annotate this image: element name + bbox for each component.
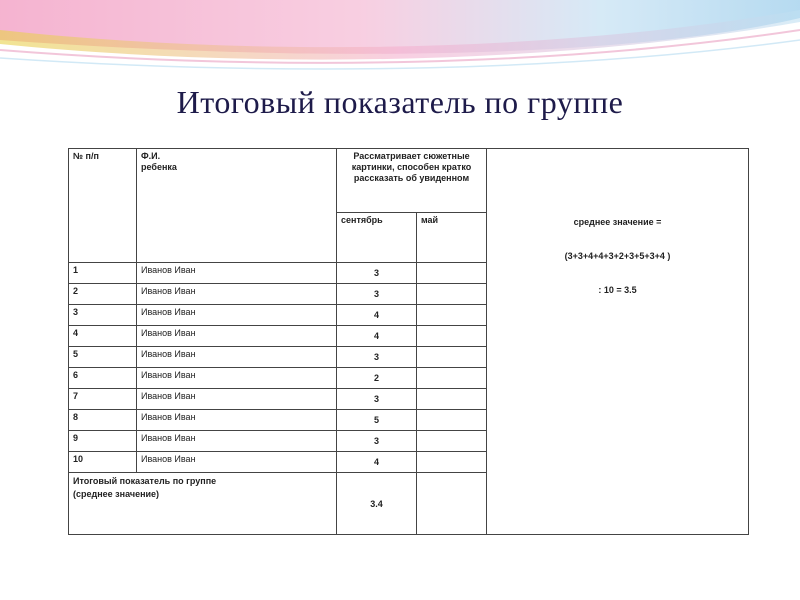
page-title: Итоговый показатель по группе bbox=[176, 84, 624, 120]
note-line-2: (3+3+4+4+3+2+3+5+3+4 ) bbox=[564, 251, 671, 261]
row-score-may bbox=[417, 410, 487, 431]
decorative-banner bbox=[0, 0, 800, 80]
row-number: 3 bbox=[69, 305, 137, 326]
row-score-september: 5 bbox=[337, 410, 417, 431]
row-number: 5 bbox=[69, 347, 137, 368]
row-name: Иванов Иван bbox=[137, 431, 337, 452]
header-september: сентябрь bbox=[337, 213, 417, 263]
row-name: Иванов Иван bbox=[137, 452, 337, 473]
row-name: Иванов Иван bbox=[137, 389, 337, 410]
note-line-3: : 10 = 3.5 bbox=[598, 285, 637, 295]
row-name: Иванов Иван bbox=[137, 305, 337, 326]
row-name: Иванов Иван bbox=[137, 326, 337, 347]
row-score-september: 4 bbox=[337, 452, 417, 473]
row-name: Иванов Иван bbox=[137, 263, 337, 284]
row-score-may bbox=[417, 389, 487, 410]
row-number: 9 bbox=[69, 431, 137, 452]
table-header-row bbox=[69, 149, 749, 213]
row-number: 1 bbox=[69, 263, 137, 284]
row-score-may bbox=[417, 431, 487, 452]
row-score-may bbox=[417, 368, 487, 389]
total-value: 3.4 bbox=[337, 473, 417, 535]
row-number: 6 bbox=[69, 368, 137, 389]
row-number: 8 bbox=[69, 410, 137, 431]
header-may: май bbox=[417, 213, 487, 263]
average-note bbox=[487, 149, 749, 535]
row-name: Иванов Иван bbox=[137, 347, 337, 368]
total-may bbox=[417, 473, 487, 535]
total-label: Итоговый показатель по группе (среднее значение) bbox=[69, 473, 337, 535]
row-score-may bbox=[417, 263, 487, 284]
row-score-september: 3 bbox=[337, 284, 417, 305]
row-name: Иванов Иван bbox=[137, 284, 337, 305]
row-number: 2 bbox=[69, 284, 137, 305]
row-score-september: 3 bbox=[337, 389, 417, 410]
row-number: 7 bbox=[69, 389, 137, 410]
header-name: Ф.И. ребенка bbox=[137, 149, 337, 263]
row-score-september: 4 bbox=[337, 305, 417, 326]
results-table bbox=[68, 148, 749, 535]
row-number: 4 bbox=[69, 326, 137, 347]
header-skill: Рассматривает сюжетные картинки, способен кратко рассказать об увиденном bbox=[337, 149, 487, 213]
row-number: 10 bbox=[69, 452, 137, 473]
row-score-september: 4 bbox=[337, 326, 417, 347]
row-score-may bbox=[417, 284, 487, 305]
row-score-may bbox=[417, 452, 487, 473]
row-name: Иванов Иван bbox=[137, 410, 337, 431]
row-score-september: 2 bbox=[337, 368, 417, 389]
row-score-september: 3 bbox=[337, 347, 417, 368]
row-score-may bbox=[417, 347, 487, 368]
row-score-may bbox=[417, 305, 487, 326]
row-score-september: 3 bbox=[337, 431, 417, 452]
note-line-1: среднее значение = bbox=[573, 217, 662, 227]
header-number: № п/п bbox=[69, 149, 137, 263]
row-name: Иванов Иван bbox=[137, 368, 337, 389]
row-score-september: 3 bbox=[337, 263, 417, 284]
row-score-may bbox=[417, 326, 487, 347]
